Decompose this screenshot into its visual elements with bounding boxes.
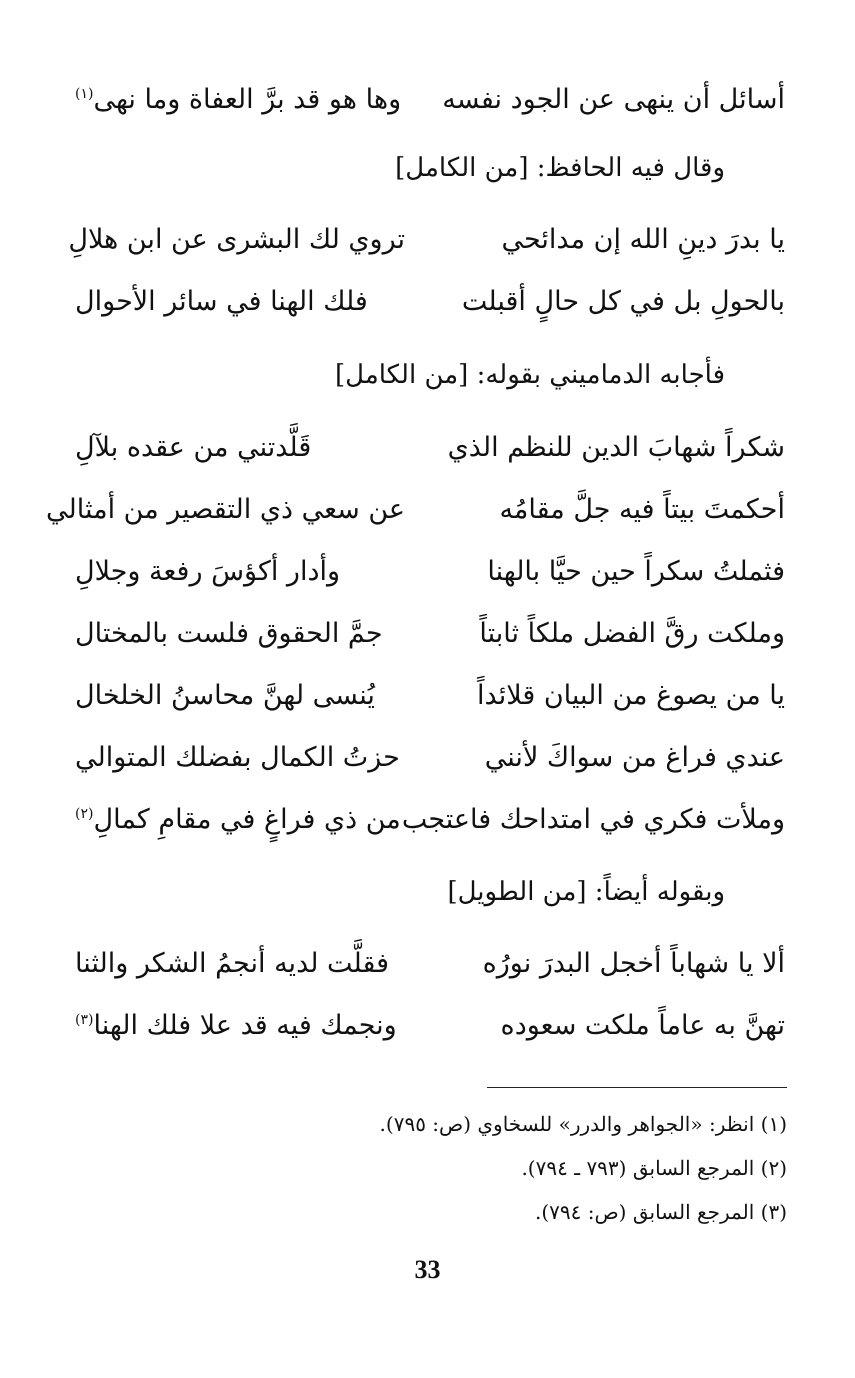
footnote-marker: (١) xyxy=(75,86,94,102)
verse-first-hemistich: يا بدرَ دينِ الله إن مدائحي xyxy=(501,224,785,255)
verse-first-hemistich: يا من يصوغ من البيان قلائداً xyxy=(477,680,785,711)
hemistich-text: جمَّ الحقوق فلست بالمختال xyxy=(75,618,383,649)
verse-second-hemistich xyxy=(75,790,405,850)
hemistich-text: وها هو قد برَّ العفاة وما نهى xyxy=(93,84,402,115)
verse-first-hemistich: شكراً شهابَ الدين للنظم الذي xyxy=(447,432,785,463)
verse-second-hemistich xyxy=(75,996,405,1056)
section-intro: فأجابه الدماميني بقوله: [من الكامل] xyxy=(335,360,725,390)
verse-second-hemistich xyxy=(75,70,405,130)
verse-first-hemistich: ألا يا شهاباً أخجل البدرَ نورُه xyxy=(482,948,785,979)
hemistich-text: وأدار أكؤسَ رفعة وجلالِ xyxy=(75,556,341,587)
footnote: (٢) المرجع السابق (٧٩٣ ـ ٧٩٤). xyxy=(521,1156,787,1180)
hemistich-text: فلك الهنا في سائر الأحوال xyxy=(75,286,368,317)
hemistich-text: حزتُ الكمال بفضلك المتوالي xyxy=(75,742,400,773)
verse-second-hemistich xyxy=(75,542,405,602)
verse-second-hemistich xyxy=(75,666,405,726)
footnote-separator xyxy=(487,1087,787,1088)
verse-first-hemistich: بالحولِ بل في كل حالٍ أقبلت xyxy=(461,286,785,317)
verse-second-hemistich xyxy=(75,934,405,994)
verse-first-hemistich: تهنَّ به عاماً ملكت سعوده xyxy=(500,1010,785,1041)
verse-first-hemistich: عندي فراغ من سواكَ لأنني xyxy=(484,742,785,773)
verse-second-hemistich xyxy=(75,272,405,332)
section-intro: وبقوله أيضاً: [من الطويل] xyxy=(447,877,725,907)
hemistich-text: قَلَّدتني من عقده بلآلِ xyxy=(75,432,312,463)
footnote-marker: (٣) xyxy=(75,1012,94,1028)
hemistich-text: تروي لك البشرى عن ابن هلالِ xyxy=(68,224,405,255)
hemistich-text: يُنسى لهنَّ محاسنُ الخلخال xyxy=(75,680,375,711)
verse-second-hemistich xyxy=(68,210,405,270)
verse-first-hemistich: وملكت رقَّ الفضل ملكاً ثابتاً xyxy=(479,618,785,649)
page-number: 33 xyxy=(414,1255,441,1284)
hemistich-text: عن سعي ذي التقصير من أمثالي xyxy=(46,494,405,525)
section-intro: وقال فيه الحافظ: [من الكامل] xyxy=(395,153,725,183)
verse-first-hemistich: وملأت فكري في امتداحك فاعتجب xyxy=(401,804,785,835)
verse-second-hemistich xyxy=(46,480,405,540)
hemistich-text: ونجمك فيه قد علا فلك الهنا xyxy=(93,1010,397,1041)
footnote: (٣) المرجع السابق (ص: ٧٩٤). xyxy=(534,1200,787,1224)
verse-second-hemistich xyxy=(75,604,405,664)
hemistich-text: فقلَّت لديه أنجمُ الشكر والثنا xyxy=(75,948,390,979)
verse-first-hemistich: فثملتُ سكراً حين حيَّا بالهنا xyxy=(487,556,785,587)
verse-second-hemistich xyxy=(75,728,405,788)
verse-first-hemistich: أحكمتَ بيتاً فيه جلَّ مقامُه xyxy=(499,494,785,525)
verse-first-hemistich: أسائل أن ينهى عن الجود نفسه xyxy=(442,84,785,115)
footnote-marker: (٢) xyxy=(75,806,94,822)
footnote: (١) انظر: «الجواهر والدرر» للسخاوي (ص: ٧٩٥). xyxy=(379,1112,787,1136)
hemistich-text: من ذي فراغٍ في مقامِ كمالِ xyxy=(93,804,401,835)
verse-second-hemistich xyxy=(75,418,405,478)
